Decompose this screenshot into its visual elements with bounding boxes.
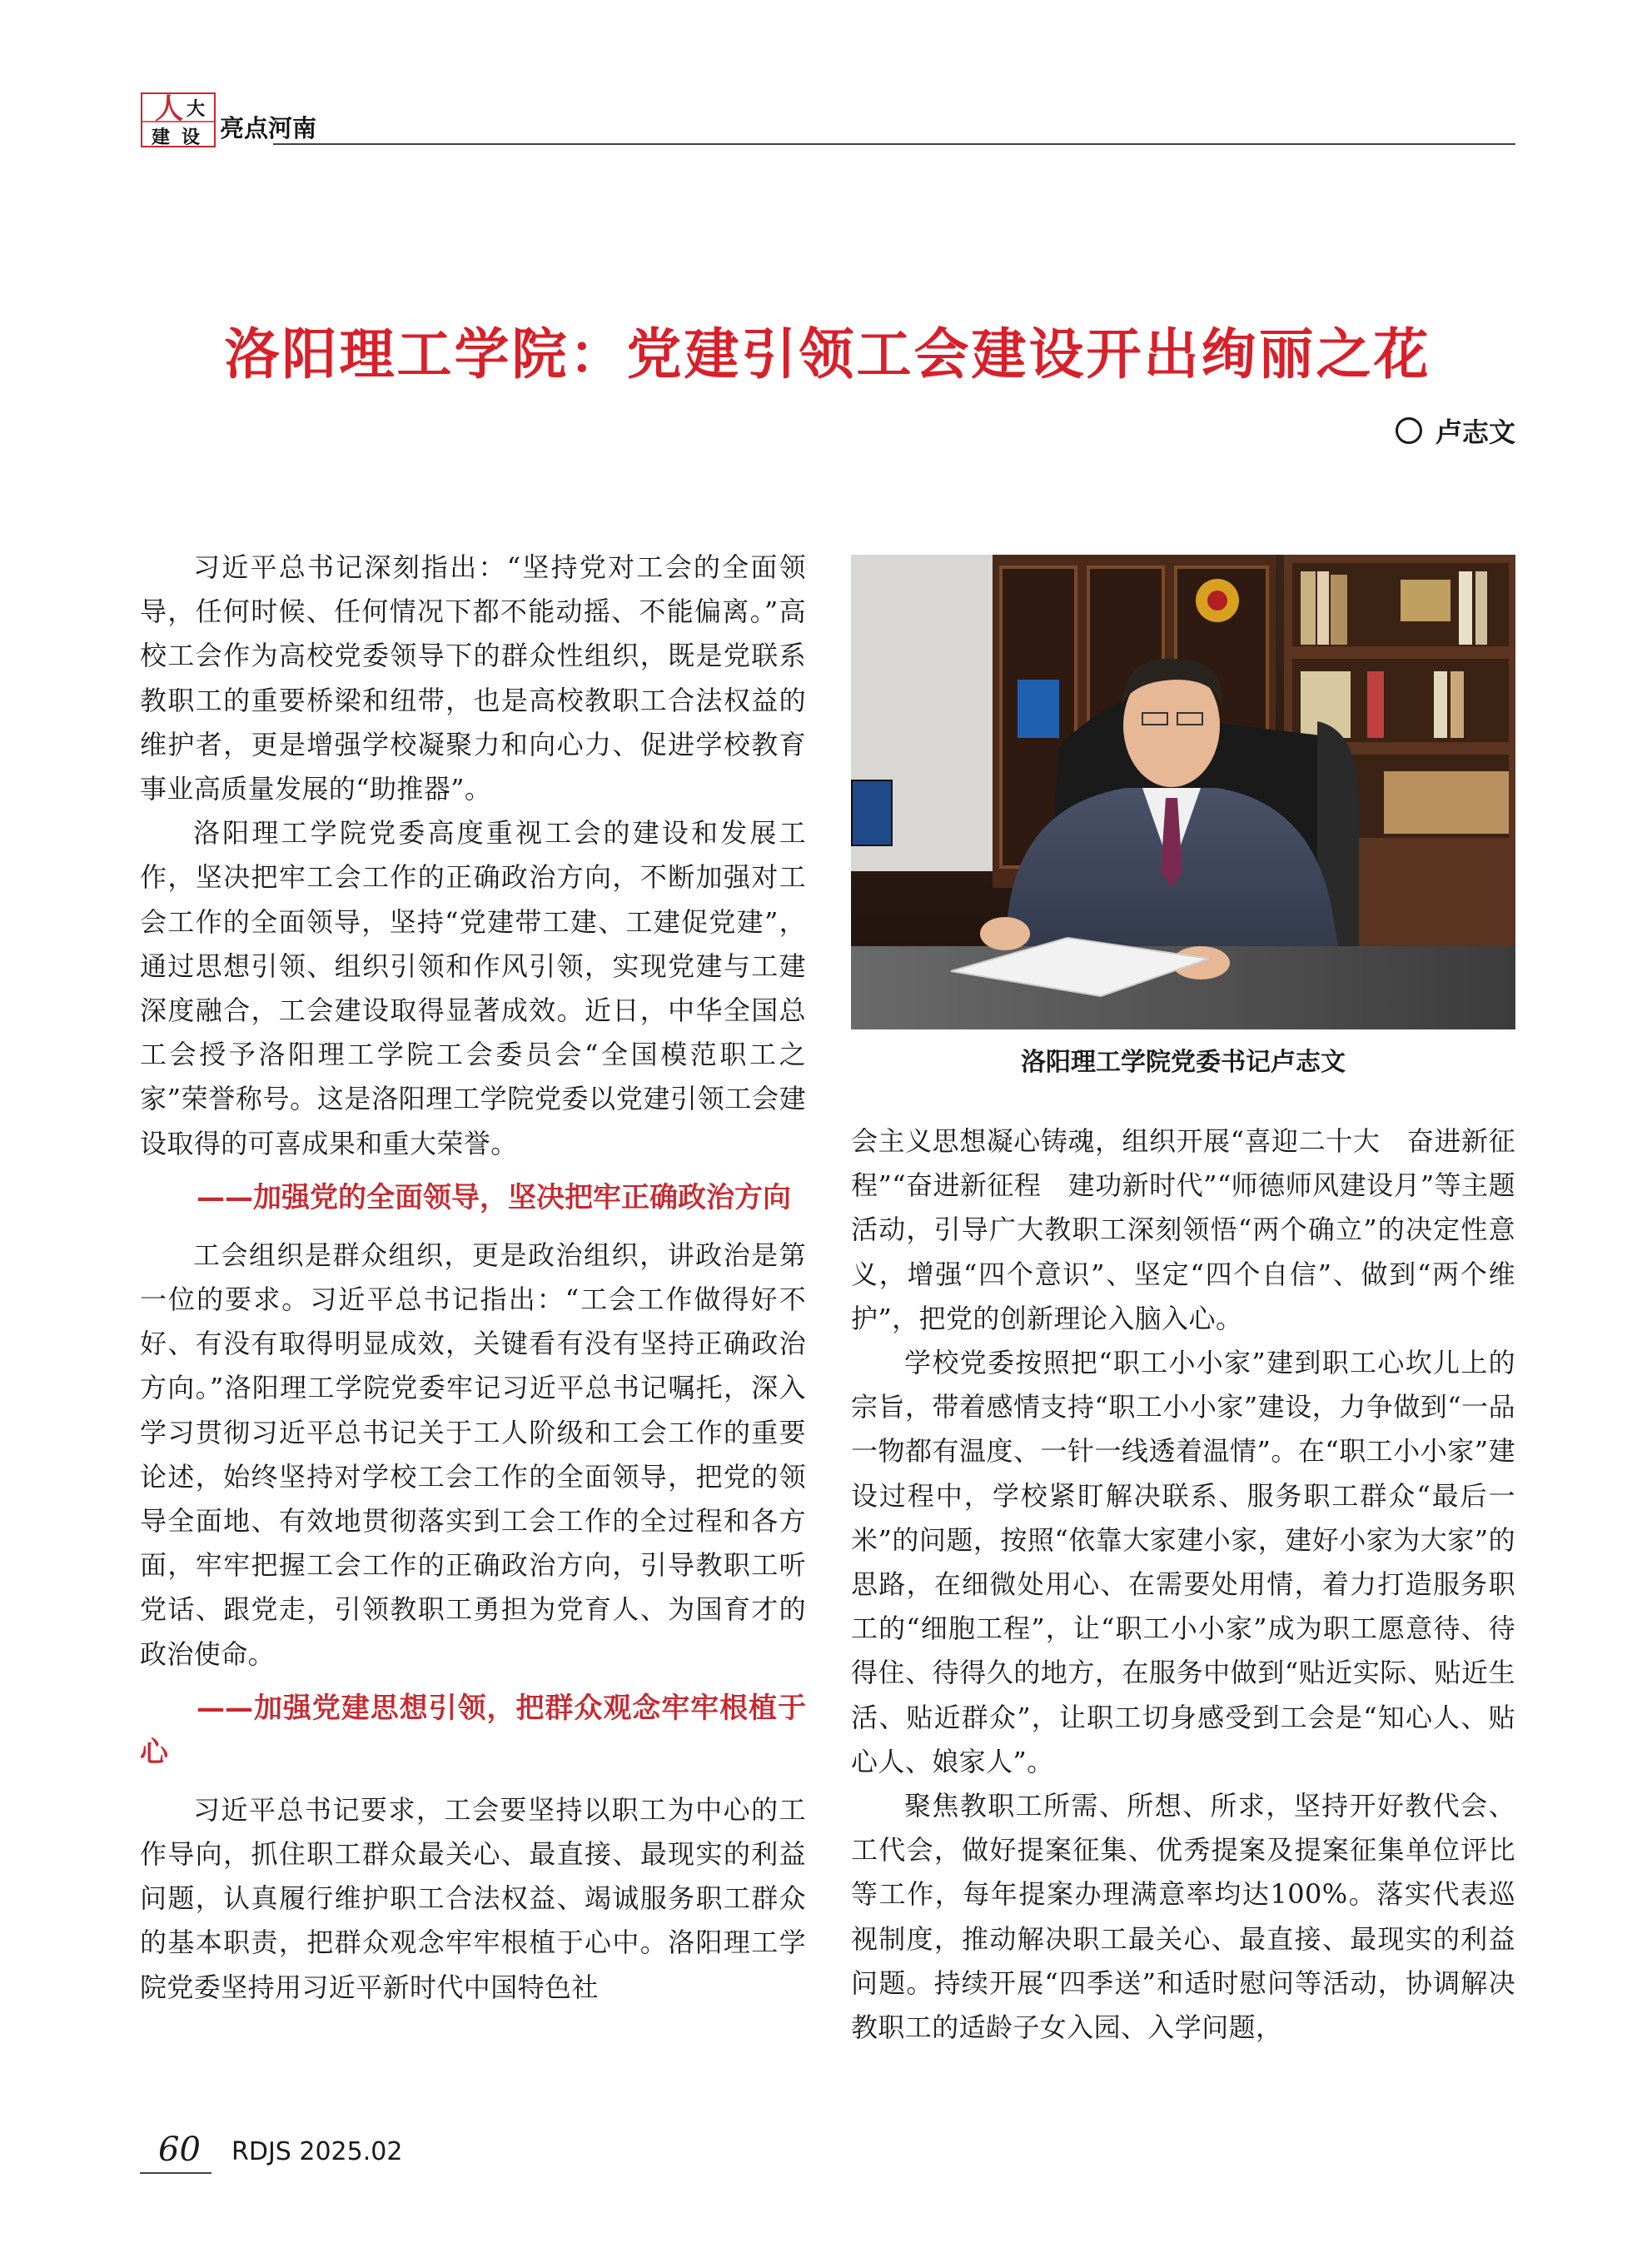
paragraph: 学校党委按照把“职工小小家”建到职工心坎儿上的宗旨，带着感情支持“职工小小家”建设，力争做到“一品一物都有温度、一针一线透着温情”。在“职工小小家”建设过程中，学校紧盯解决联系、服务职工群众“最后一米”的问题，按照“依靠大家建小家，建好小家为大家”的思路，在细微处用心、在需要处用情，着力打造服务职工的“细胞工程”，让“职工小小家”成为职工愿意待、待得住、待得久的地方，在服务中做到“贴近实际、贴近生活、贴近群众”，让职工切身感受到工会是“知心人、贴心人、娘家人”。 (851, 1347, 1515, 1777)
author-name: 卢志文 (1435, 416, 1515, 448)
magazine-logo (140, 92, 216, 148)
magazine-issue: RDJS 2025.02 (231, 2137, 403, 2166)
paragraph: 习近平总书记深刻指出：“坚持党对工会的全面领导，任何时候、任何情况下都不能动摇、不能偏离。”高校工会作为高校党委领导下的群众性组织，既是党联系教职工的重要桥梁和纽带，也是高校教职工合法权益的维护者，更是增强学校凝聚力和向心力、促进学校教育事业高质量发展的“助推器”。 (140, 551, 806, 805)
page-header (140, 92, 1515, 148)
header-divider (273, 143, 1515, 145)
paragraph: 工会组织是群众组织，更是政治组织，讲政治是第一位的要求。习近平总书记指出：“工会工作做得好不好、有没有取得明显成效，关键看有没有坚持正确政治方向。”洛阳理工学院党委牢记习近平总书记嘱托，深入学习贯彻习近平总书记关于工人阶级和工会工作的重要论述，始终坚持对学校工会工作的全面领导，把党的领导全面地、有效地贯彻落实到工会工作的全过程和各方面，牢牢把握工会工作的正确政治方向，引导教职工听党话、跟党走，引领教职工勇担为党育人、为国育才的政治使命。 (140, 1239, 806, 1670)
right-column (851, 1119, 1515, 2050)
article-photo (851, 555, 1515, 1029)
article-title: 洛阳理工学院：党建引领工会建设开出绚丽之花 (224, 322, 1431, 386)
page-number-underline (140, 2172, 211, 2174)
section-label: 亮点河南 (220, 114, 317, 142)
left-column (140, 546, 806, 2010)
section-heading: ——加强党的全面领导，坚决把牢正确政治方向 (197, 1180, 791, 1214)
svg-text:大: 大 (187, 98, 206, 120)
office-portrait-image (851, 555, 1515, 1029)
paragraph: 洛阳理工学院党委高度重视工会的建设和发展工作，坚决把牢工会工作的正确政治方向，不断加强对工会工作的全面领导，坚持“党建带工建、工建促党建”，通过思想引领、组织引领和作风引领，实现党建与工建深度融合，工会建设取得显著成效。近日，中华全国总工会授予洛阳理工学院工会委员会“全国模范职工之家”荣誉称号。这是洛阳理工学院党委以党建引领工会建设取得的可喜成果和重大荣誉。 (140, 817, 806, 1159)
svg-text:设: 设 (182, 127, 201, 148)
section-heading: ——加强党建思想引领，把群众观念牢牢根植于心 (140, 1691, 806, 1769)
photo-caption: 洛阳理工学院党委书记卢志文 (1021, 1048, 1346, 1077)
svg-text:人: 人 (155, 92, 183, 126)
author-circle-icon (1396, 417, 1422, 444)
author-line (1396, 411, 1515, 450)
page-number: 60 (158, 2131, 201, 2169)
svg-text:建: 建 (152, 127, 171, 148)
paragraph: 聚焦教职工所需、所想、所求，坚持开好教代会、工代会，做好提案征集、优秀提案及提案征集单位评比等工作，每年提案办理满意率均达100%。落实代表巡视制度，推动解决职工最关心、最直接、最现实的利益问题。持续开展“四季送”和适时慰问等活动，协调解决教职工的适龄子女入园、入学问题， (851, 1790, 1515, 2044)
paragraph: 会主义思想凝心铸魂，组织开展“喜迎二十大 奋进新征程”“奋进新征程 建功新时代”“师德师风建设月”等主题活动，引导广大教职工深刻领悟“两个确立”的决定性意义，增强“四个意识”、坚定“四个自信”、做到“两个维护”，把党的创新理论入脑入心。 (851, 1125, 1515, 1334)
page-footer (140, 2129, 556, 2179)
paragraph: 习近平总书记要求，工会要坚持以职工为中心的工作导向，抓住职工群众最关心、最直接、最现实的利益问题，认真履行维护职工合法权益、竭诚服务职工群众的基本职责，把群众观念牢牢根植于心中。洛阳理工学院党委坚持用习近平新时代中国特色社 (140, 1793, 806, 2003)
